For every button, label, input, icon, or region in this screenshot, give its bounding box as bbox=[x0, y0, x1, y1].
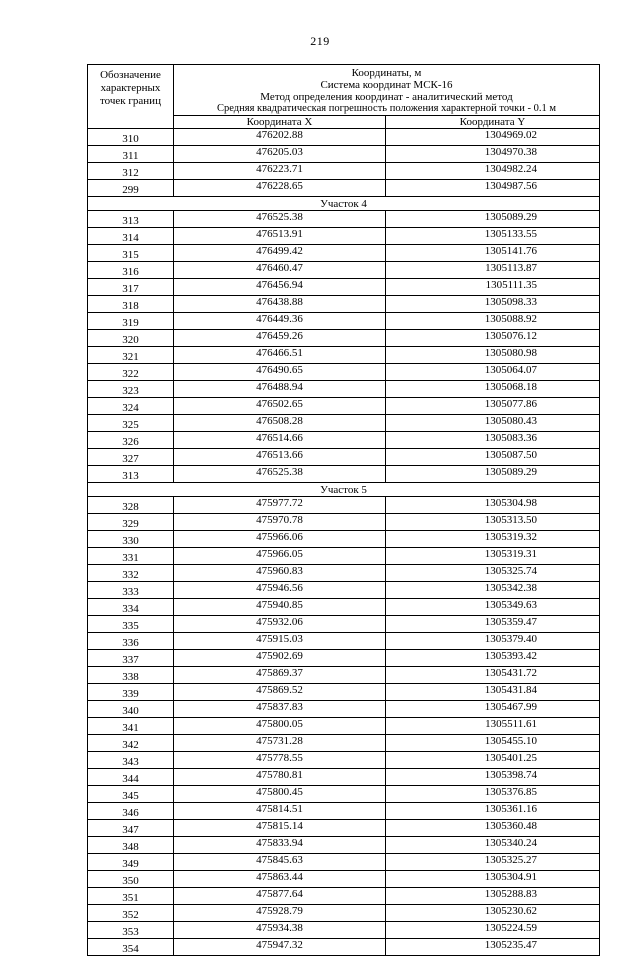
section-title: Участок 4 bbox=[88, 197, 600, 211]
coordinate-x-cell: 475902.69 bbox=[174, 650, 386, 667]
table-row bbox=[88, 228, 600, 245]
page-number: 219 bbox=[310, 34, 330, 48]
point-id-cell: 335 bbox=[88, 616, 174, 633]
table-row bbox=[88, 180, 600, 197]
coordinate-x-cell: 475966.06 bbox=[174, 531, 386, 548]
point-id-cell: 341 bbox=[88, 718, 174, 735]
point-id-cell: 343 bbox=[88, 752, 174, 769]
point-id-cell: 299 bbox=[88, 180, 174, 197]
point-id-cell: 332 bbox=[88, 565, 174, 582]
table-row bbox=[88, 616, 600, 633]
coordinate-x-cell: 476525.38 bbox=[174, 466, 386, 483]
coordinate-y-cell: 1305467.99 bbox=[386, 701, 600, 718]
coordinate-x-cell: 475815.14 bbox=[174, 820, 386, 837]
table-row bbox=[88, 262, 600, 279]
coordinate-x-cell: 476508.28 bbox=[174, 415, 386, 432]
coordinate-y-cell: 1305304.91 bbox=[386, 871, 600, 888]
coordinate-x-cell: 475915.03 bbox=[174, 633, 386, 650]
point-id-cell: 325 bbox=[88, 415, 174, 432]
coordinates-table bbox=[87, 64, 600, 956]
coordinate-x-cell: 475970.78 bbox=[174, 514, 386, 531]
coordinate-x-cell: 475940.85 bbox=[174, 599, 386, 616]
point-id-cell: 323 bbox=[88, 381, 174, 398]
table-row bbox=[88, 786, 600, 803]
coordinate-y-cell: 1305319.31 bbox=[386, 548, 600, 565]
coordinates-header bbox=[174, 65, 600, 116]
table-row bbox=[88, 905, 600, 922]
point-id-cell: 327 bbox=[88, 449, 174, 466]
table-body bbox=[88, 129, 600, 956]
table-row bbox=[88, 769, 600, 786]
coordinate-x-cell: 475877.64 bbox=[174, 888, 386, 905]
table-row bbox=[88, 129, 600, 146]
coordinate-y-cell: 1305393.42 bbox=[386, 650, 600, 667]
coordinate-y-cell: 1305141.76 bbox=[386, 245, 600, 262]
coordinate-y-cell: 1305080.98 bbox=[386, 347, 600, 364]
coordinate-x-cell: 476514.66 bbox=[174, 432, 386, 449]
point-id-cell: 329 bbox=[88, 514, 174, 531]
table-row bbox=[88, 735, 600, 752]
coordinate-y-cell: 1305431.72 bbox=[386, 667, 600, 684]
table-row bbox=[88, 245, 600, 262]
table-row bbox=[88, 381, 600, 398]
point-id-cell: 314 bbox=[88, 228, 174, 245]
coordinate-y-cell: 1305133.55 bbox=[386, 228, 600, 245]
point-designation-header: Обозначение характерных точек границ bbox=[88, 65, 174, 129]
coordinate-x-cell: 475778.55 bbox=[174, 752, 386, 769]
table-row bbox=[88, 313, 600, 330]
coordinate-x-cell: 476460.47 bbox=[174, 262, 386, 279]
coordinate-x-cell: 475946.56 bbox=[174, 582, 386, 599]
coordinate-y-cell: 1305342.38 bbox=[386, 582, 600, 599]
table-row bbox=[88, 922, 600, 939]
point-id-cell: 338 bbox=[88, 667, 174, 684]
point-id-cell: 354 bbox=[88, 939, 174, 956]
coordinate-y-cell: 1305088.92 bbox=[386, 313, 600, 330]
table-row bbox=[88, 599, 600, 616]
point-id-cell: 345 bbox=[88, 786, 174, 803]
table-row bbox=[88, 146, 600, 163]
coordinate-x-cell: 475800.05 bbox=[174, 718, 386, 735]
point-id-cell: 317 bbox=[88, 279, 174, 296]
coordinate-x-cell: 475869.37 bbox=[174, 667, 386, 684]
coordinate-y-cell: 1305349.63 bbox=[386, 599, 600, 616]
table-row bbox=[88, 871, 600, 888]
coordinate-y-cell: 1304969.02 bbox=[386, 129, 600, 146]
coordinate-x-cell: 476205.03 bbox=[174, 146, 386, 163]
coordinate-y-cell: 1305304.98 bbox=[386, 497, 600, 514]
coordinate-x-cell: 475960.83 bbox=[174, 565, 386, 582]
table-row bbox=[88, 718, 600, 735]
table-row bbox=[88, 888, 600, 905]
point-id-cell: 331 bbox=[88, 548, 174, 565]
point-id-cell: 328 bbox=[88, 497, 174, 514]
table-row bbox=[88, 514, 600, 531]
point-id-cell: 316 bbox=[88, 262, 174, 279]
coordinate-y-cell: 1305511.61 bbox=[386, 718, 600, 735]
point-id-cell: 346 bbox=[88, 803, 174, 820]
coordinate-x-cell: 476223.71 bbox=[174, 163, 386, 180]
table-row bbox=[88, 701, 600, 718]
table-row bbox=[88, 211, 600, 228]
point-id-cell: 336 bbox=[88, 633, 174, 650]
coordinate-y-cell: 1305113.87 bbox=[386, 262, 600, 279]
point-id-cell: 322 bbox=[88, 364, 174, 381]
section-title-row bbox=[88, 483, 600, 497]
point-id-cell: 347 bbox=[88, 820, 174, 837]
coordinate-y-cell: 1305111.35 bbox=[386, 279, 600, 296]
coordinates-header-accuracy: Средняя квадратическая погрешность положения характерной точки - 0.1 м bbox=[217, 103, 556, 114]
coordinate-x-cell: 475869.52 bbox=[174, 684, 386, 701]
point-id-cell: 352 bbox=[88, 905, 174, 922]
point-id-cell: 326 bbox=[88, 432, 174, 449]
section-title-row bbox=[88, 197, 600, 211]
table-row bbox=[88, 415, 600, 432]
table-row bbox=[88, 667, 600, 684]
coordinate-x-cell: 475966.05 bbox=[174, 548, 386, 565]
coordinate-y-cell: 1305077.86 bbox=[386, 398, 600, 415]
coordinate-x-cell: 476466.51 bbox=[174, 347, 386, 364]
table-row bbox=[88, 939, 600, 956]
coordinate-x-cell: 475977.72 bbox=[174, 497, 386, 514]
coordinate-y-cell: 1304982.24 bbox=[386, 163, 600, 180]
point-id-cell: 321 bbox=[88, 347, 174, 364]
table-row bbox=[88, 398, 600, 415]
coordinates-header-units: Координаты, м bbox=[351, 67, 422, 79]
coordinate-y-cell: 1305288.83 bbox=[386, 888, 600, 905]
coordinate-x-cell: 475814.51 bbox=[174, 803, 386, 820]
point-id-cell: 315 bbox=[88, 245, 174, 262]
coordinate-x-cell: 476525.38 bbox=[174, 211, 386, 228]
coordinate-y-cell: 1305340.24 bbox=[386, 837, 600, 854]
coordinate-y-cell: 1305235.47 bbox=[386, 939, 600, 956]
coordinate-x-cell: 475780.81 bbox=[174, 769, 386, 786]
point-id-cell: 349 bbox=[88, 854, 174, 871]
coordinate-x-cell: 475863.44 bbox=[174, 871, 386, 888]
coordinate-x-cell: 475845.63 bbox=[174, 854, 386, 871]
coordinate-y-cell: 1304970.38 bbox=[386, 146, 600, 163]
coordinate-x-cell: 476459.26 bbox=[174, 330, 386, 347]
coordinate-x-cell: 475932.06 bbox=[174, 616, 386, 633]
point-id-cell: 350 bbox=[88, 871, 174, 888]
point-id-cell: 318 bbox=[88, 296, 174, 313]
table-row bbox=[88, 531, 600, 548]
coordinate-y-cell: 1305230.62 bbox=[386, 905, 600, 922]
coordinate-y-cell: 1305376.85 bbox=[386, 786, 600, 803]
table-row bbox=[88, 837, 600, 854]
point-id-cell: 342 bbox=[88, 735, 174, 752]
table-row bbox=[88, 449, 600, 466]
table-row bbox=[88, 466, 600, 483]
coordinate-x-cell: 476499.42 bbox=[174, 245, 386, 262]
coordinate-y-cell: 1305359.47 bbox=[386, 616, 600, 633]
coordinate-x-cell: 476513.91 bbox=[174, 228, 386, 245]
coordinate-y-cell: 1305319.32 bbox=[386, 531, 600, 548]
coordinate-x-cell: 475947.32 bbox=[174, 939, 386, 956]
coordinate-x-cell: 476513.66 bbox=[174, 449, 386, 466]
point-id-cell: 324 bbox=[88, 398, 174, 415]
coordinate-y-cell: 1305398.74 bbox=[386, 769, 600, 786]
coordinates-header-method: Метод определения координат - аналитический метод bbox=[260, 91, 513, 103]
point-id-cell: 340 bbox=[88, 701, 174, 718]
point-id-cell: 334 bbox=[88, 599, 174, 616]
point-id-cell: 319 bbox=[88, 313, 174, 330]
column-header-x: Координата X bbox=[174, 116, 386, 129]
coordinate-y-cell: 1305083.36 bbox=[386, 432, 600, 449]
coordinate-x-cell: 475934.38 bbox=[174, 922, 386, 939]
table-row bbox=[88, 582, 600, 599]
coordinate-y-cell: 1305360.48 bbox=[386, 820, 600, 837]
coordinate-x-cell: 475837.83 bbox=[174, 701, 386, 718]
coordinate-y-cell: 1305080.43 bbox=[386, 415, 600, 432]
column-header-y: Координата Y bbox=[386, 116, 600, 129]
coordinate-x-cell: 475800.45 bbox=[174, 786, 386, 803]
table-row bbox=[88, 565, 600, 582]
table-row bbox=[88, 296, 600, 313]
coordinate-y-cell: 1305089.29 bbox=[386, 211, 600, 228]
point-id-cell: 310 bbox=[88, 129, 174, 146]
point-id-cell: 337 bbox=[88, 650, 174, 667]
coordinate-x-cell: 476490.65 bbox=[174, 364, 386, 381]
table-row bbox=[88, 347, 600, 364]
point-id-cell: 351 bbox=[88, 888, 174, 905]
table-row bbox=[88, 279, 600, 296]
coordinate-y-cell: 1305068.18 bbox=[386, 381, 600, 398]
point-id-cell: 313 bbox=[88, 211, 174, 228]
table-row bbox=[88, 820, 600, 837]
table-row bbox=[88, 163, 600, 180]
coordinate-y-cell: 1304987.56 bbox=[386, 180, 600, 197]
table-row bbox=[88, 548, 600, 565]
coordinate-x-cell: 476449.36 bbox=[174, 313, 386, 330]
coordinate-y-cell: 1305401.25 bbox=[386, 752, 600, 769]
table-row bbox=[88, 497, 600, 514]
table-row bbox=[88, 633, 600, 650]
table-row bbox=[88, 854, 600, 871]
coordinate-x-cell: 476488.94 bbox=[174, 381, 386, 398]
point-id-cell: 344 bbox=[88, 769, 174, 786]
point-id-cell: 333 bbox=[88, 582, 174, 599]
table-row bbox=[88, 650, 600, 667]
coordinate-x-cell: 476202.88 bbox=[174, 129, 386, 146]
table-header-row bbox=[88, 65, 600, 116]
table-row bbox=[88, 684, 600, 701]
point-id-cell: 330 bbox=[88, 531, 174, 548]
section-title: Участок 5 bbox=[88, 483, 600, 497]
table-row bbox=[88, 803, 600, 820]
coordinate-y-cell: 1305076.12 bbox=[386, 330, 600, 347]
coordinate-y-cell: 1305431.84 bbox=[386, 684, 600, 701]
coordinate-x-cell: 475833.94 bbox=[174, 837, 386, 854]
coordinate-y-cell: 1305379.40 bbox=[386, 633, 600, 650]
coordinates-header-system: Система координат МСК-16 bbox=[320, 79, 453, 91]
coordinate-y-cell: 1305087.50 bbox=[386, 449, 600, 466]
coordinate-y-cell: 1305325.74 bbox=[386, 565, 600, 582]
point-id-cell: 311 bbox=[88, 146, 174, 163]
table-row bbox=[88, 330, 600, 347]
coordinate-x-cell: 475731.28 bbox=[174, 735, 386, 752]
coordinate-y-cell: 1305224.59 bbox=[386, 922, 600, 939]
coordinate-y-cell: 1305325.27 bbox=[386, 854, 600, 871]
table-row bbox=[88, 752, 600, 769]
coordinate-y-cell: 1305098.33 bbox=[386, 296, 600, 313]
point-id-cell: 353 bbox=[88, 922, 174, 939]
point-id-cell: 313 bbox=[88, 466, 174, 483]
coordinate-y-cell: 1305455.10 bbox=[386, 735, 600, 752]
coordinate-x-cell: 476502.65 bbox=[174, 398, 386, 415]
coordinate-x-cell: 476456.94 bbox=[174, 279, 386, 296]
coordinate-x-cell: 475928.79 bbox=[174, 905, 386, 922]
coordinate-x-cell: 476438.88 bbox=[174, 296, 386, 313]
coordinate-y-cell: 1305313.50 bbox=[386, 514, 600, 531]
point-id-cell: 339 bbox=[88, 684, 174, 701]
point-id-cell: 348 bbox=[88, 837, 174, 854]
coordinate-y-cell: 1305064.07 bbox=[386, 364, 600, 381]
coordinate-y-cell: 1305361.16 bbox=[386, 803, 600, 820]
coordinate-y-cell: 1305089.29 bbox=[386, 466, 600, 483]
table-row bbox=[88, 364, 600, 381]
coordinate-x-cell: 476228.65 bbox=[174, 180, 386, 197]
point-id-cell: 312 bbox=[88, 163, 174, 180]
point-id-cell: 320 bbox=[88, 330, 174, 347]
table-row bbox=[88, 432, 600, 449]
